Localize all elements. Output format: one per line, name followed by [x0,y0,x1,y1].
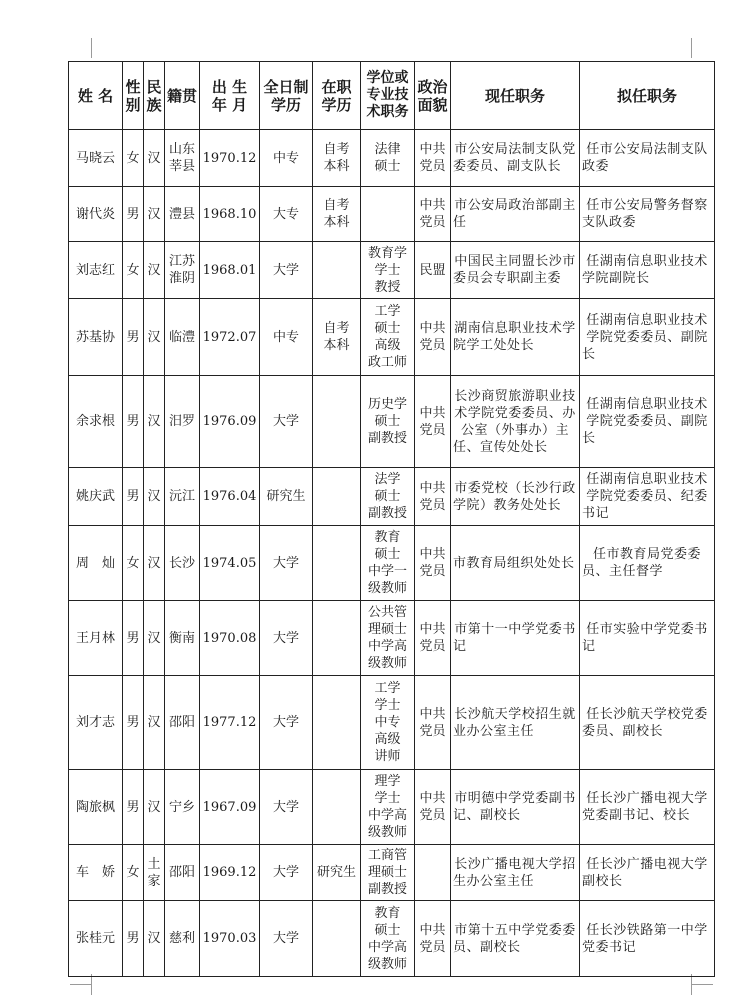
cell-birth: 1972.07 [200,299,260,376]
cell-origin: 邵阳 [165,676,200,770]
cell-degree-title: 工学 学士 中专 高级 讲师 [361,676,415,770]
cell-fulltime-edu: 中专 [260,130,313,187]
cell-ethnicity: 汉 [144,299,165,376]
cell-name: 余求根 [69,376,123,468]
cell-inservice-edu [313,376,361,468]
cell-origin: 江苏 淮阴 [165,242,200,299]
table-row [69,299,715,376]
cell-proposed-post: 任长沙广播电视大学党委副书记、校长 [580,770,715,845]
cell-current-post: 市公安局政治部副主任 [451,187,580,242]
table-row [69,676,715,770]
cell-current-post: 长沙商贸旅游职业技术学院党委委员、办公室（外事办）主任、宣传处处长 [451,376,580,468]
cell-origin: 邵阳 [165,845,200,901]
cell-ethnicity: 汉 [144,468,165,526]
cell-birth: 1970.03 [200,901,260,977]
cell-degree-title: 教育 硕士 中学一 级教师 [361,526,415,601]
cell-proposed-post: 任湖南信息职业技术学院副院长 [580,242,715,299]
cell-birth: 1970.08 [200,601,260,676]
cell-degree-title: 工学 硕士 高级 政工师 [361,299,415,376]
cell-inservice-edu [313,601,361,676]
cell-political: 中共 党员 [415,130,451,187]
cell-origin: 汨罗 [165,376,200,468]
cell-fulltime-edu: 大学 [260,376,313,468]
cell-fulltime-edu: 大学 [260,601,313,676]
cell-degree-title: 工商管 理硕士 副教授 [361,845,415,901]
table-row [69,187,715,242]
cell-birth: 1969.12 [200,845,260,901]
cell-political: 民盟 [415,242,451,299]
table-row [69,468,715,526]
cell-proposed-post: 任湖南信息职业技术学院党委委员、副院长 [580,376,715,468]
cell-fulltime-edu: 大学 [260,242,313,299]
cell-birth: 1974.05 [200,526,260,601]
cell-political: 中共 党员 [415,468,451,526]
cell-ethnicity: 汉 [144,187,165,242]
cell-birth: 1977.12 [200,676,260,770]
table-row [69,526,715,601]
cell-proposed-post: 任长沙铁路第一中学党委书记 [580,901,715,977]
cell-proposed-post: 任长沙广播电视大学副校长 [580,845,715,901]
cell-ethnicity: 汉 [144,130,165,187]
cell-proposed-post: 任市公安局法制支队政委 [580,130,715,187]
cell-current-post: 长沙广播电视大学招生办公室主任 [451,845,580,901]
cell-name: 周 灿 [69,526,123,601]
cell-birth: 1967.09 [200,770,260,845]
cell-ethnicity: 汉 [144,601,165,676]
cell-birth: 1976.04 [200,468,260,526]
cell-proposed-post: 任市教育局党委委员、主任督学 [580,526,715,601]
cell-name: 刘才志 [69,676,123,770]
header-gender: 性 别 [123,62,144,130]
cell-gender: 男 [123,601,144,676]
cell-political: 中共 党员 [415,299,451,376]
cell-degree-title: 法律 硕士 [361,130,415,187]
cell-inservice-edu [313,676,361,770]
cell-name: 姚庆武 [69,468,123,526]
table-row [69,376,715,468]
cell-name: 陶旅枫 [69,770,123,845]
cell-gender: 男 [123,299,144,376]
cell-fulltime-edu: 大学 [260,676,313,770]
cell-ethnicity: 汉 [144,901,165,977]
header-proposed-post: 拟任职务 [580,62,715,130]
cell-ethnicity: 汉 [144,376,165,468]
cell-birth: 1976.09 [200,376,260,468]
cell-name: 谢代炎 [69,187,123,242]
header-birth: 出 生 年 月 [200,62,260,130]
cell-fulltime-edu: 大学 [260,845,313,901]
cell-political: 中共 党员 [415,601,451,676]
cell-birth: 1968.01 [200,242,260,299]
cadre-roster-table [68,61,715,977]
cell-proposed-post: 任长沙航天学校党委委员、副校长 [580,676,715,770]
cell-current-post: 湖南信息职业技术学院学工处处长 [451,299,580,376]
cell-ethnicity: 汉 [144,242,165,299]
cell-ethnicity: 汉 [144,770,165,845]
cell-inservice-edu: 自考 本科 [313,299,361,376]
cell-birth: 1968.10 [200,187,260,242]
cell-fulltime-edu: 大专 [260,187,313,242]
header-ethnicity: 民 族 [144,62,165,130]
crop-mark-bottom-left-v [91,974,92,995]
cell-political: 中共 党员 [415,526,451,601]
header-origin: 籍贯 [165,62,200,130]
cell-proposed-post: 任市公安局警务督察支队政委 [580,187,715,242]
cell-gender: 男 [123,676,144,770]
cell-current-post: 长沙航天学校招生就业办公室主任 [451,676,580,770]
cell-birth: 1970.12 [200,130,260,187]
cell-inservice-edu [313,468,361,526]
cell-degree-title: 理学 学士 中学高 级教师 [361,770,415,845]
cell-proposed-post: 任湖南信息职业技术学院党委委员、纪委书记 [580,468,715,526]
cell-origin: 慈利 [165,901,200,977]
cell-gender: 女 [123,845,144,901]
table-row [69,770,715,845]
cell-proposed-post: 任市实验中学党委书记 [580,601,715,676]
cell-gender: 男 [123,468,144,526]
header-fulltime-edu: 全日制 学历 [260,62,313,130]
cell-gender: 男 [123,187,144,242]
cell-gender: 女 [123,130,144,187]
table-row [69,845,715,901]
header-inservice-edu: 在职 学历 [313,62,361,130]
cell-origin: 宁乡 [165,770,200,845]
cell-current-post: 市第十一中学党委书记 [451,601,580,676]
cell-proposed-post: 任湖南信息职业技术学院党委委员、副院长 [580,299,715,376]
cell-inservice-edu: 研究生 [313,845,361,901]
cell-gender: 男 [123,770,144,845]
cell-political: 中共 党员 [415,901,451,977]
cell-political: 中共 党员 [415,676,451,770]
cell-origin: 临澧 [165,299,200,376]
crop-mark-top-right-v [691,38,692,58]
cell-inservice-edu [313,526,361,601]
cell-ethnicity: 汉 [144,676,165,770]
cell-political: 中共 党员 [415,187,451,242]
table-row [69,601,715,676]
cell-inservice-edu: 自考 本科 [313,187,361,242]
cell-degree-title [361,187,415,242]
cell-degree-title: 历史学 硕士 副教授 [361,376,415,468]
crop-mark-top-left-v [91,38,92,58]
cell-degree-title: 法学 硕士 副教授 [361,468,415,526]
cell-ethnicity: 汉 [144,526,165,601]
cell-name: 王月林 [69,601,123,676]
cell-origin: 衡南 [165,601,200,676]
header-row [69,62,715,130]
cell-political: 中共 党员 [415,770,451,845]
cell-name: 苏基协 [69,299,123,376]
cell-degree-title: 教育 硕士 中学高 级教师 [361,901,415,977]
cell-name: 刘志红 [69,242,123,299]
cell-inservice-edu: 自考 本科 [313,130,361,187]
cell-fulltime-edu: 中专 [260,299,313,376]
cell-current-post: 市明德中学党委副书记、副校长 [451,770,580,845]
cell-political [415,845,451,901]
cell-name: 张桂元 [69,901,123,977]
cell-fulltime-edu: 大学 [260,770,313,845]
cell-degree-title: 公共管 理硕士 中学高 级教师 [361,601,415,676]
cell-name: 车 娇 [69,845,123,901]
header-political: 政治 面貌 [415,62,451,130]
cell-origin: 长沙 [165,526,200,601]
cell-origin: 沅江 [165,468,200,526]
table-row [69,130,715,187]
cell-gender: 男 [123,376,144,468]
table-row [69,242,715,299]
cell-gender: 女 [123,526,144,601]
cell-origin: 澧县 [165,187,200,242]
cell-gender: 女 [123,242,144,299]
header-current-post: 现任职务 [451,62,580,130]
cell-origin: 山东 莘县 [165,130,200,187]
cell-current-post: 市公安局法制支队党委委员、副支队长 [451,130,580,187]
cell-political: 中共 党员 [415,376,451,468]
header-degree-title: 学位或 专业技 术职务 [361,62,415,130]
roster-body [69,130,715,977]
cell-name: 马晓云 [69,130,123,187]
cell-fulltime-edu: 大学 [260,526,313,601]
cell-gender: 男 [123,901,144,977]
header-name: 姓 名 [69,62,123,130]
cell-degree-title: 教育学 学士 教授 [361,242,415,299]
cell-inservice-edu [313,901,361,977]
cell-ethnicity: 土 家 [144,845,165,901]
cell-current-post: 市第十五中学党委委员、副校长 [451,901,580,977]
cell-fulltime-edu: 研究生 [260,468,313,526]
cell-current-post: 市教育局组织处处长 [451,526,580,601]
cell-inservice-edu [313,770,361,845]
cell-current-post: 中国民主同盟长沙市委员会专职副主委 [451,242,580,299]
table-row [69,901,715,977]
crop-mark-bottom-right-h [692,984,713,985]
cell-fulltime-edu: 大学 [260,901,313,977]
crop-mark-bottom-left-h [70,984,91,985]
cell-inservice-edu [313,242,361,299]
cell-current-post: 市委党校（长沙行政学院）教务处处长 [451,468,580,526]
